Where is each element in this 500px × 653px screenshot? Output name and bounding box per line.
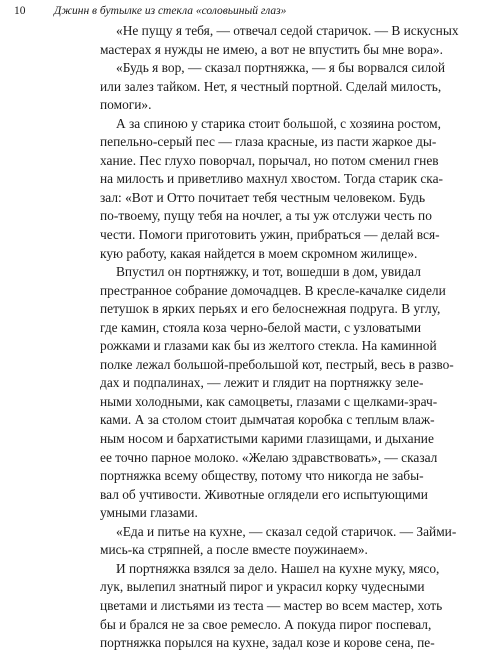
text-line: ными холодными, как самоцветы, глазами с щелками-зрач- xyxy=(100,393,438,409)
text-line: Впустил он портняжку, и тот, вошедши в дом, увидал xyxy=(116,264,421,280)
text-line: ее точно парное молоко. «Желаю здравствовать», — сказал xyxy=(100,449,438,465)
text-line: зал: «Вот и Отто почитает тебя честным человеком. Будь xyxy=(100,189,426,205)
body-text xyxy=(100,22,459,653)
text-line: чести. Помоги приготовить ужин, прибраться — делай вся- xyxy=(100,227,440,243)
text-line: кую работу, какая найдется в моем скромном жилище». xyxy=(100,245,418,261)
text-line: полке лежал большой-пребольшой кот, пестрый, весь в разво- xyxy=(100,356,454,372)
text-line: И портняжка взялся за дело. Нашел на кухне муку, мясо, xyxy=(116,560,440,576)
text-line: ным носом и бархатистыми карими глазищами, и дыхание xyxy=(100,431,434,447)
text-line: А за спиною у старика стоит большой, с хозяина ростом, xyxy=(116,115,442,131)
text-line: дах и подпалинах, — лежит и глядит на портняжку зеле- xyxy=(100,375,424,391)
text-line: хание. Пес глухо поворчал, порычал, но потом сменил гнев xyxy=(100,152,439,168)
text-line: «Еда и питье на кухне, — сказал седой старичок. — Займи- xyxy=(116,523,457,539)
text-line: пепельно-серый пес — глаза красные, из пасти жаркое ды- xyxy=(100,134,437,150)
text-line: помоги». xyxy=(100,97,152,113)
text-line: вал об учтивости. Животные оглядели его испытующими xyxy=(100,486,428,502)
text-line: портняжка всему обществу, потому что никогда не забы- xyxy=(100,468,424,484)
text-line: по-твоему, пущу тебя на ночлег, а ты уж отслужи честь по xyxy=(100,208,432,224)
page-number: 10 xyxy=(14,5,26,17)
text-line: «Не пущу я тебя, — отвечал седой старичок. — В искусных xyxy=(116,23,459,38)
text-line: где камин, стояла коза черно-белой масти, с узловатыми xyxy=(100,319,422,335)
text-line: петушок в ярких перьях и его белоснежная подруга. В углу, xyxy=(100,301,441,317)
text-line: цветами и листьями из теста — мастер во всем мастер, хоть xyxy=(100,597,443,613)
text-line: на милость и приветливо махнул хвостом. Тогда старик ска- xyxy=(100,171,443,187)
text-line: ками. А за столом стоит дымчатая коробка с теплым влаж- xyxy=(100,412,435,428)
running-title: Джинн в бутылке из стекла «соловьиный глаз» xyxy=(54,5,287,17)
text-line: портняжка порылся на кухне, задал козе и корове сена, пе- xyxy=(100,635,435,651)
text-line: лук, вылепил знатный пирог и украсил корку чудесными xyxy=(100,579,425,595)
text-line: мастерах я нужды не имею, а вот не впустить бы мне вора». xyxy=(100,41,443,57)
text-line: мись-ка стряпней, а после вместе поужинаем». xyxy=(100,542,368,558)
running-head xyxy=(14,3,486,19)
text-line: рожками и глазами как бы из желтого стекла. На каминной xyxy=(100,338,437,354)
text-line: престранное собрание домочадцев. В кресле-качалке сидели xyxy=(100,282,446,298)
text-line: или залез тайком. Нет, я честный портной. Сделай милость, xyxy=(100,78,442,94)
text-line: умными глазами. xyxy=(100,505,198,521)
text-line: «Будь я вор, — сказал портняжка, — я бы ворвался силой xyxy=(116,60,446,76)
text-line: бы и брался не за свое ремесло. А покуда пирог поспевал, xyxy=(100,616,432,632)
